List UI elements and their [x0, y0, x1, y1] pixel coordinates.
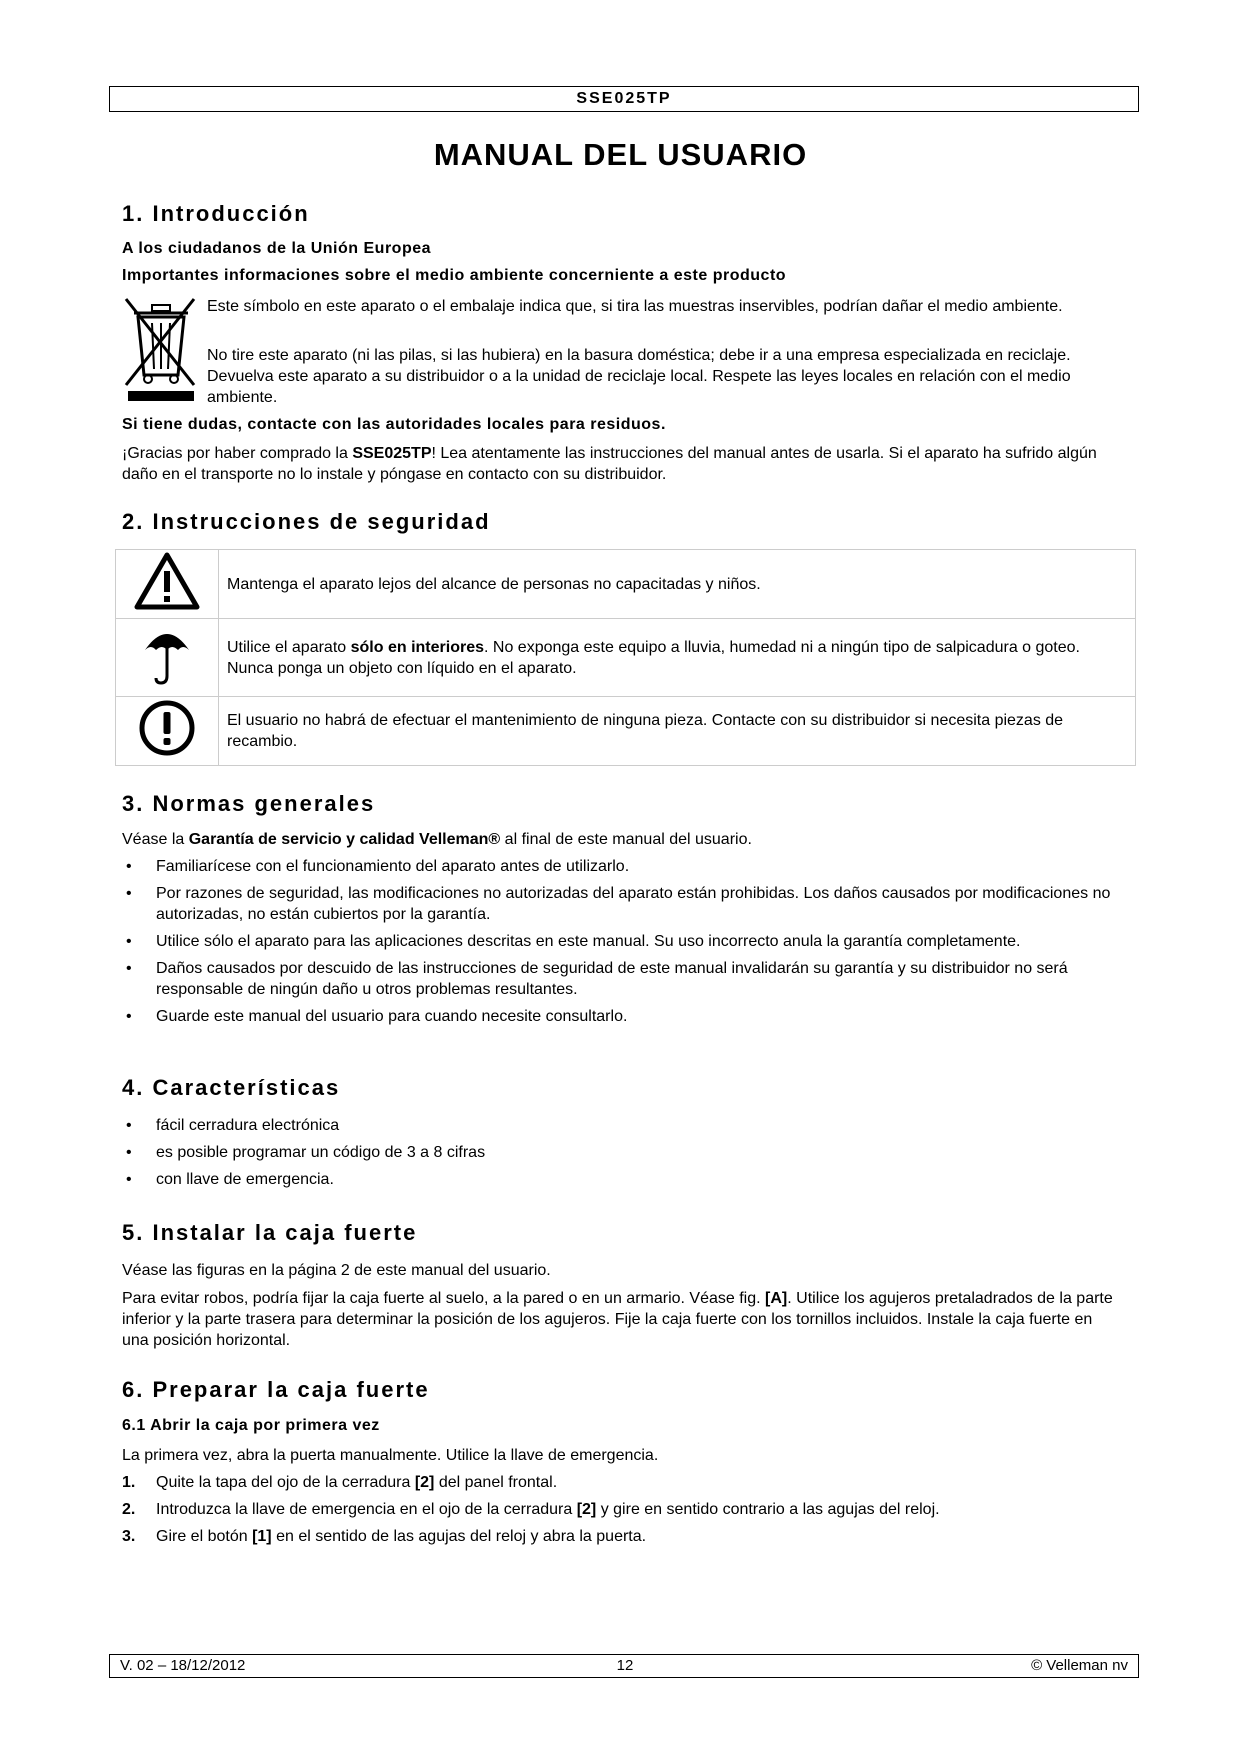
bullet-icon: •: [126, 885, 132, 902]
first-open-steps: [122, 1472, 1132, 1553]
list-item: [122, 1472, 1132, 1493]
header-model-box: [109, 86, 1139, 112]
bullet-icon: •: [126, 1144, 132, 1161]
install-p2-post: . Utilice los agujeros pretaladrados de la parte inferior y la parte trasera para determinar la posición de los agujeros. Fije la caja fuerte con los tornillos incluidos. Instale la caja fuerte en una posición horizontal.: [122, 1290, 1113, 1349]
safety-row-indoor: [116, 619, 1136, 697]
header-model: SSE025TP: [576, 90, 672, 107]
safety-icon-cell: [116, 697, 219, 766]
install-p2-pre: Para evitar robos, podría fijar la caja fuerte al suelo, a la pared o en un armario. Véase fig.: [122, 1290, 766, 1307]
footer-page-number: 12: [616, 1657, 634, 1674]
step-post: del panel frontal.: [434, 1474, 558, 1491]
general-norms-list: [122, 856, 1132, 1033]
section-5-heading: 5. Instalar la caja fuerte: [122, 1220, 418, 1245]
list-item: [122, 931, 1132, 952]
first-open-intro: La primera vez, abra la puerta manualmente. Utilice la llave de emergencia.: [122, 1447, 659, 1464]
step-pre: Gire el botón: [156, 1528, 253, 1545]
thanks-paragraph: [122, 443, 1122, 485]
indoor-bold: sólo en interiores: [350, 638, 484, 656]
indoor-post: . No exponga este equipo a lluvia, humedad ni a ningún tipo de salpicadura o goteo. Nunca ponga un objeto con líquido en el aparato.: [227, 638, 1080, 677]
bullet-icon: •: [126, 1008, 132, 1025]
thanks-post: ! Lea atentamente las instrucciones del manual antes de usarla. Si el aparato ha sufrido algún daño en el transporte no lo instale y póngase en contacto con su distribuidor.: [122, 445, 1097, 483]
step-pre: Introduzca la llave de emergencia en el ojo de la cerradura: [156, 1501, 577, 1518]
env-info-line: Importantes informaciones sobre el medio ambiente concerniente a este producto: [122, 267, 787, 284]
list-item-text: es posible programar un código de 3 a 8 cifras: [156, 1144, 486, 1161]
install-p2: [122, 1288, 1122, 1351]
safety-text-maintenance: El usuario no habrá de efectuar el mantenimiento de ninguna pieza. Contacte con su distribuidor si necesita piezas de recambio.: [219, 697, 1136, 766]
safety-table: [115, 549, 1136, 766]
step-number: 3.: [122, 1528, 136, 1545]
bullet-icon: •: [126, 1171, 132, 1188]
list-item-text: Por razones de seguridad, las modificaciones no autorizadas del aparato están prohibidas. Los daños causados por modificaciones no autorizadas, no están cubiertos por la garantía.: [156, 885, 1111, 923]
list-item: [122, 1499, 1132, 1520]
norms-intro-pre: Véase la: [122, 831, 189, 848]
list-item: [122, 856, 1132, 877]
list-item: [122, 1169, 1132, 1190]
exclamation-circle-icon: [138, 699, 196, 757]
list-item: [122, 883, 1132, 925]
safety-icon-cell: [116, 550, 219, 619]
list-item-text: Guarde este manual del usuario para cuando necesite consultarlo.: [156, 1008, 628, 1025]
list-item: [122, 1142, 1132, 1163]
warning-triangle-icon: [134, 552, 200, 610]
norms-intro-bold: Garantía de servicio y calidad Velleman®: [188, 831, 501, 848]
step-post: y gire en sentido contrario a las agujas del reloj.: [596, 1501, 940, 1518]
umbrella-icon: [142, 624, 192, 686]
list-item-text: Utilice sólo el aparato para las aplicaciones descritas en este manual. Su uso incorrecto anula la garantía completamente.: [156, 933, 1021, 950]
safety-text-indoor: [219, 619, 1136, 697]
features-list: [122, 1115, 1132, 1196]
bullet-icon: •: [126, 1117, 132, 1134]
footer-box: [109, 1654, 1139, 1678]
safety-row-children: [116, 550, 1136, 619]
weee-recycle-icon: [122, 293, 200, 403]
figure-ref: [A]: [765, 1290, 788, 1307]
section-2-heading: 2. Instrucciones de seguridad: [122, 509, 491, 534]
step-number: 2.: [122, 1501, 136, 1518]
thanks-pre: ¡Gracias por haber comprado la: [122, 445, 353, 462]
section-6-heading: 6. Preparar la caja fuerte: [122, 1377, 430, 1402]
list-item-text: con llave de emergencia.: [156, 1171, 334, 1188]
general-norms-intro: [122, 829, 1122, 850]
list-item: [122, 1006, 1132, 1027]
bullet-icon: •: [126, 933, 132, 950]
section-1-heading: 1. Introducción: [122, 201, 310, 226]
step-ref: [2]: [414, 1474, 435, 1491]
subsection-6-1-heading: 6.1 Abrir la caja por primera vez: [122, 1417, 380, 1434]
norms-intro-post: al final de este manual del usuario.: [500, 831, 752, 848]
section-4-heading: 4. Características: [122, 1075, 341, 1100]
recycle-paragraph-2: No tire este aparato (ni las pilas, si las hubiera) en la basura doméstica; debe ir a una empresa especializada en reciclaje. Devuelva este aparato a su distribuidor o a la unidad de reciclaje local. Respete las leyes locales en relación con el medio ambiente.: [207, 347, 1071, 406]
install-p1: Véase las figuras en la página 2 de este manual del usuario.: [122, 1262, 551, 1279]
step-post: en el sentido de las agujas del reloj y abra la puerta.: [271, 1528, 647, 1545]
safety-row-maintenance: [116, 697, 1136, 766]
step-ref: [1]: [252, 1528, 272, 1545]
doubts-line: Si tiene dudas, contacte con las autoridades locales para residuos.: [122, 416, 666, 433]
list-item-text: Daños causados por descuido de las instrucciones de seguridad de este manual invalidarán su garantía y su distribuidor no será responsable de ningún daño u otros problemas resultantes.: [156, 960, 1068, 998]
list-item: [122, 958, 1132, 1000]
bullet-icon: •: [126, 858, 132, 875]
thanks-model: SSE025TP: [352, 445, 432, 462]
list-item: [122, 1115, 1132, 1136]
bullet-icon: •: [126, 960, 132, 977]
list-item-text: fácil cerradura electrónica: [156, 1117, 340, 1134]
page-title: MANUAL DEL USUARIO: [433, 137, 808, 172]
list-item: [122, 1526, 1132, 1547]
step-number: 1.: [122, 1474, 136, 1491]
indoor-pre: Utilice el aparato: [227, 638, 351, 656]
step-pre: Quite la tapa del ojo de la cerradura: [156, 1474, 415, 1491]
safety-icon-cell: [116, 619, 219, 697]
section-3-heading: 3. Normas generales: [122, 791, 376, 816]
safety-text-children: Mantenga el aparato lejos del alcance de personas no capacitadas y niños.: [219, 550, 1136, 619]
list-item-text: Familiarícese con el funcionamiento del aparato antes de utilizarlo.: [156, 858, 630, 875]
step-ref: [2]: [576, 1501, 597, 1518]
recycle-paragraph-1: Este símbolo en este aparato o el embalaje indica que, si tira las muestras inservibles, podrían dañar el medio ambiente.: [207, 298, 1063, 315]
footer-version: V. 02 – 18/12/2012: [120, 1657, 246, 1674]
eu-citizens-line: A los ciudadanos de la Unión Europea: [122, 240, 432, 257]
footer-copyright: © Velleman nv: [1031, 1657, 1128, 1674]
